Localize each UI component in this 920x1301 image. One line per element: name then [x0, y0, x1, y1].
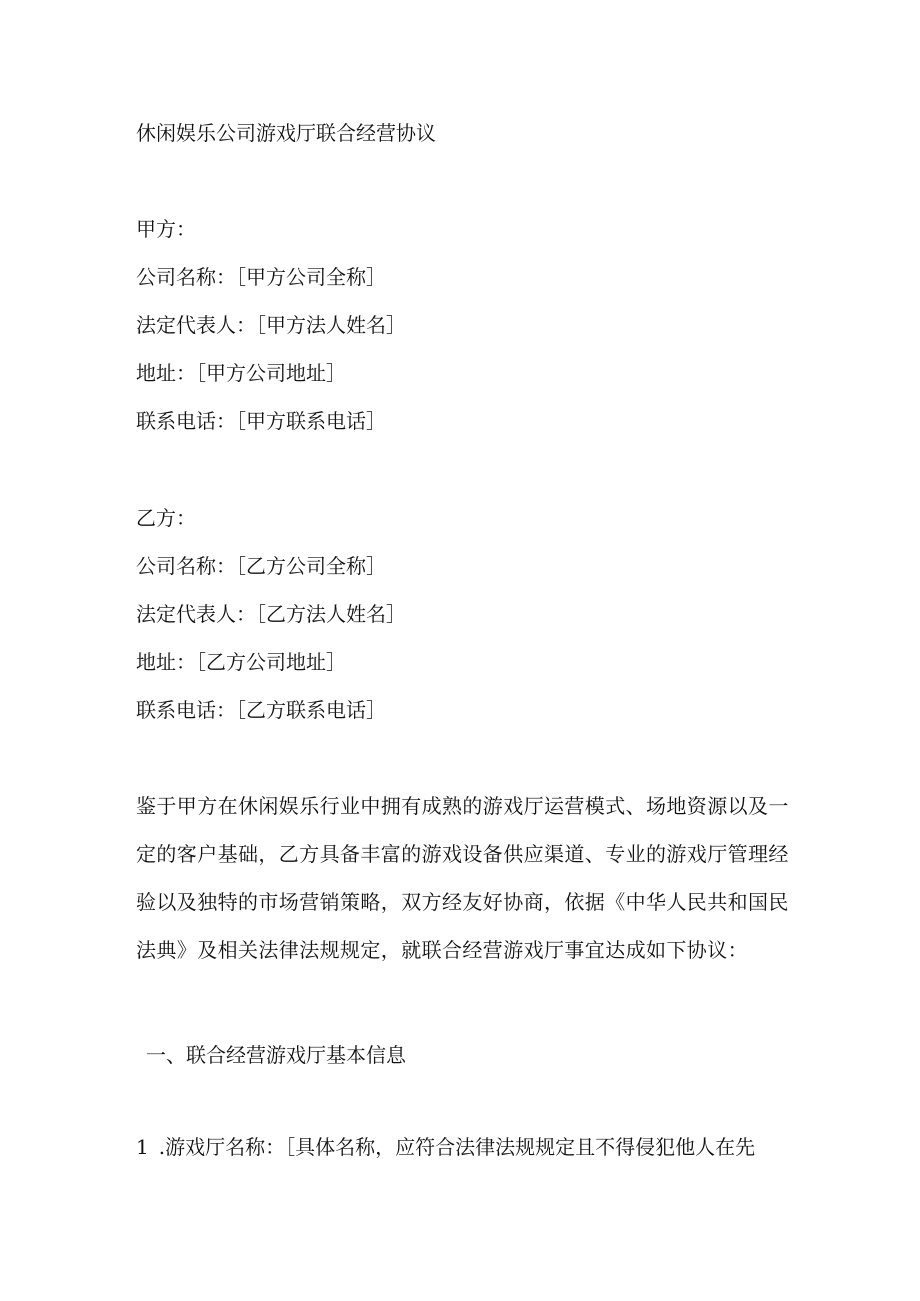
preamble-paragraph [136, 782, 789, 974]
preamble-line: 定的客户基础，乙方具备丰富的游戏设备供应渠道、专业的游戏厅管理经 [136, 842, 789, 866]
party-b-heading: 乙方： [136, 506, 196, 530]
clause-item [136, 1135, 755, 1159]
party-b-address: 地址：［乙方公司地址］ [136, 650, 346, 674]
party-b-company-name: 公司名称：［乙方公司全称］ [136, 554, 386, 578]
party-a-heading: 甲方： [136, 217, 196, 241]
party-a-company-name: 公司名称：［甲方公司全称］ [136, 265, 386, 289]
party-b-phone: 联系电话：［乙方联系电话］ [136, 698, 386, 722]
section-heading: 一、联合经营游戏厅基本信息 [146, 1043, 406, 1067]
clause-number: 1 [136, 1135, 149, 1159]
preamble-line: 鉴于甲方在休闲娱乐行业中拥有成熟的游戏厅运营模式、场地资源以及一 [136, 794, 789, 818]
party-a-address: 地址：［甲方公司地址］ [136, 361, 346, 385]
party-a-phone: 联系电话：［甲方联系电话］ [136, 409, 386, 433]
clause-text: .游戏厅名称：［具体名称，应符合法律法规规定且不得侵犯他人在先 [158, 1135, 756, 1159]
party-b-legal-rep: 法定代表人：［乙方法人姓名］ [136, 602, 406, 626]
preamble-line: 法典》及相关法律法规规定，就联合经营游戏厅事宜达成如下协议： [136, 938, 748, 962]
preamble-line: 验以及独特的市场营销策略，双方经友好协商，依据《中华人民共和国民 [136, 890, 789, 914]
document-title: 休闲娱乐公司游戏厅联合经营协议 [136, 121, 436, 145]
party-a-legal-rep: 法定代表人：［甲方法人姓名］ [136, 313, 406, 337]
